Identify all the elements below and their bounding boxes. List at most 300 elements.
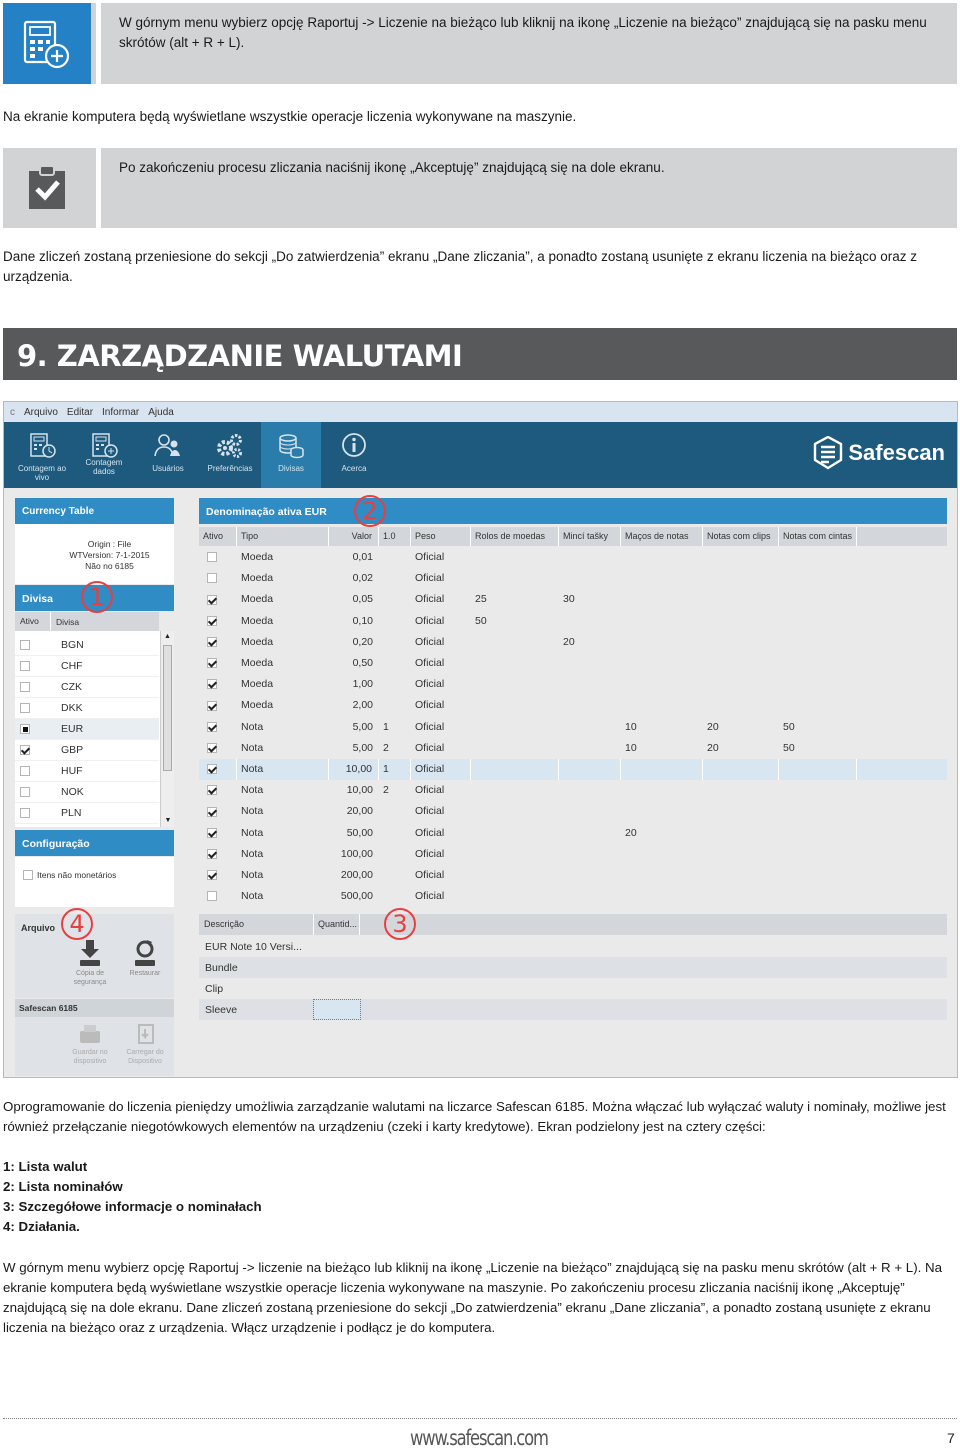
denom-active-cell (199, 801, 237, 822)
denom-cell-minci (559, 759, 621, 780)
page-number: 7 (947, 1430, 955, 1446)
denom-col-header[interactable]: Rolos de moedas (471, 527, 559, 546)
denom-cell-cintas: 50 (783, 720, 795, 733)
scroll-thumb[interactable] (163, 645, 172, 771)
denom-active-checkbox[interactable] (207, 891, 217, 901)
part-4: 4: Działania. (3, 1219, 80, 1234)
denom-active-cell (199, 823, 237, 844)
load-label: Carregar do Dispositivo (126, 1049, 164, 1065)
denom-cell-clips (703, 547, 779, 568)
denom-col-header[interactable]: Tipo (237, 527, 329, 546)
toolbar-label: Contagem dados (85, 458, 123, 476)
toolbar-label: Contagem ao vivo (17, 464, 67, 482)
denom-cell-cintas (779, 589, 857, 610)
denom-cell-tipo: Moeda (241, 699, 274, 712)
currency-active-checkbox[interactable] (20, 703, 30, 713)
denom-col-header[interactable]: Notas com cintas (779, 527, 857, 546)
menu-item-informar[interactable]: Informar (102, 406, 140, 418)
toolbar (4, 422, 957, 488)
note-icon-box (3, 148, 91, 228)
denomination-table (199, 547, 947, 907)
note-text: W górnym menu wybierz opcję Raportuj -> Liczenie na bieżąco lub kliknij na ikonę „Liczenie na bieżąco” znajdującą się na pasku menu skrótów (alt + R + L). (96, 3, 957, 84)
denom-active-cell (199, 568, 237, 589)
live-count-icon (27, 432, 57, 460)
denom-cell-tipo: Nota (241, 741, 264, 754)
body-text: Oprogramowanie do liczenia pieniędzy umożliwia zarządzanie walutami na liczarce Safescan 6185. Można włączać lub wyłączać waluty i nominały, możliwe jest również przełączanie niegotówkowych elementów na urządzeniu (czeki i karty kredytowe). Ekran podzielony jest na cztery części: (3, 1099, 946, 1134)
denom-cell-macos (621, 801, 703, 822)
denom-cell-peso: Oficial (411, 759, 471, 780)
denomination-row[interactable] (199, 844, 947, 865)
divisa-list (15, 631, 174, 827)
backup-button[interactable] (65, 940, 115, 987)
denom-cell-cintas (779, 611, 857, 632)
detail-row[interactable] (199, 957, 947, 978)
currency-code: NOK (61, 786, 84, 798)
currency-active-checkbox[interactable] (20, 724, 30, 734)
currency-table-info (15, 524, 174, 584)
denom-cell-minci (559, 695, 621, 716)
currency-active-checkbox[interactable] (20, 745, 30, 755)
denom-cell-clips (703, 823, 779, 844)
denom-cell-macos (621, 865, 703, 886)
part-2: 2: Lista nominałów (3, 1179, 123, 1194)
denom-cell-minci (559, 653, 621, 674)
denomination-row[interactable] (199, 780, 947, 801)
denom-cell-rolos (471, 865, 559, 886)
calculator-icon (19, 16, 75, 72)
divisa-header: Divisa (15, 585, 174, 611)
currency-code: CHF (61, 660, 83, 672)
denomination-row[interactable] (199, 589, 947, 610)
denom-cell-v10: 2 (383, 741, 389, 754)
detail-description: EUR Note 10 Versi... (205, 940, 302, 953)
denom-cell-tipo: Nota (241, 826, 264, 839)
denom-cell-tipo: Nota (237, 759, 329, 780)
denom-cell-v10: 2 (383, 784, 389, 797)
store-label: Guardar no dispositivo (72, 1049, 108, 1065)
denom-active-cell (199, 674, 237, 695)
denom-cell-minci (559, 865, 621, 886)
detail-column-header (199, 914, 947, 935)
denom-cell-cintas (779, 547, 857, 568)
denom-cell-rolos (471, 632, 559, 653)
denom-cell-tipo: Moeda (241, 614, 274, 627)
arquivo-header: Arquivo (21, 923, 56, 933)
denom-active-checkbox[interactable] (207, 828, 217, 838)
toolbar-count-data[interactable] (74, 422, 134, 488)
denom-active-checkbox[interactable] (207, 595, 217, 605)
denom-cell-minci: 30 (563, 593, 575, 606)
info-note-1 (3, 3, 957, 84)
denom-active-checkbox[interactable] (207, 701, 217, 711)
denom-cell-macos (621, 568, 703, 589)
detail-row[interactable] (199, 978, 947, 999)
denom-cell-minci (559, 674, 621, 695)
safescan-logo-text: Safescan (848, 440, 945, 465)
denom-active-checkbox[interactable] (207, 870, 217, 880)
col-quantidade[interactable]: Quantid... (314, 914, 360, 935)
denomination-row[interactable] (199, 801, 947, 822)
denom-cell-tipo: Moeda (241, 635, 274, 648)
currency-code: BGN (61, 639, 84, 651)
denom-active-cell (199, 738, 237, 759)
denom-active-cell (199, 547, 237, 568)
denomination-row[interactable] (199, 611, 947, 632)
denom-active-checkbox[interactable] (207, 658, 217, 668)
denom-cell-v10 (379, 886, 411, 907)
menu-bar (4, 402, 957, 422)
currency-row[interactable] (15, 761, 159, 782)
denom-active-checkbox[interactable] (207, 573, 217, 583)
col-descricao[interactable]: Descrição (199, 914, 314, 935)
denom-active-cell (199, 844, 237, 865)
toolbar-label: Divisas (278, 464, 304, 473)
denom-cell-macos (621, 844, 703, 865)
safescan-logo-icon (813, 436, 843, 470)
denom-cell-macos (621, 759, 703, 780)
denom-cell-valor: 10,00 (346, 784, 373, 797)
denom-cell-v10 (379, 674, 411, 695)
denom-cell-minci (559, 547, 621, 568)
currency-row[interactable] (15, 635, 159, 656)
parts-list (3, 1157, 955, 1237)
denom-cell-cintas (779, 865, 857, 886)
currency-row[interactable] (15, 719, 159, 740)
info-icon (339, 432, 369, 460)
denom-active-checkbox[interactable] (207, 807, 217, 817)
denom-cell-peso: Oficial (415, 678, 445, 691)
quantity-input[interactable] (313, 999, 361, 1020)
denom-cell-minci (559, 844, 621, 865)
denom-col-header[interactable]: 1.0 (379, 527, 411, 546)
toolbar-label: Preferências (207, 464, 253, 473)
denom-cell-v10 (379, 865, 411, 886)
denom-active-cell (199, 759, 237, 780)
version-text: WTVersion: 7-1-2015 (69, 550, 150, 560)
currency-row[interactable] (15, 782, 159, 803)
denom-cell-tipo: Moeda (241, 572, 274, 585)
denom-cell-rolos (471, 823, 559, 844)
denom-cell-clips (703, 568, 779, 589)
denom-cell-v10 (379, 823, 411, 844)
device-panel (15, 999, 174, 1076)
denom-cell-clips (703, 632, 779, 653)
denom-cell-macos (621, 653, 703, 674)
denom-cell-v10: 1 (383, 720, 389, 733)
currency-row[interactable] (15, 803, 159, 824)
denom-cell-tipo: Moeda (241, 551, 274, 563)
origin-text: Origin : File (87, 539, 132, 549)
col-ativo[interactable]: Ativo (15, 612, 51, 631)
device-store-icon (77, 1023, 103, 1045)
denom-cell-macos: 10 (625, 720, 637, 733)
denom-cell-peso: Oficial (415, 847, 445, 860)
denom-col-header[interactable]: Notas com clips (703, 527, 779, 546)
denom-active-checkbox[interactable] (207, 849, 217, 859)
safescan-logo (813, 436, 945, 470)
scroll-up-icon[interactable]: ▲ (164, 633, 171, 640)
denom-cell-tipo: Moeda (241, 657, 274, 669)
denom-cell-peso: Oficial (415, 593, 445, 606)
denom-cell-valor: 500,00 (340, 890, 373, 903)
denom-cell-macos (621, 547, 703, 568)
denom-cell-tipo: Nota (241, 720, 264, 733)
config-header: Configuração (15, 830, 174, 856)
denom-active-checkbox[interactable] (207, 722, 217, 732)
currency-active-checkbox[interactable] (20, 808, 30, 818)
denom-cell-valor: 5,00 (352, 741, 373, 754)
denomination-row[interactable] (199, 823, 947, 844)
denom-cell-rolos (471, 801, 559, 822)
denom-cell-macos (621, 611, 703, 632)
toolbar-preferences[interactable] (200, 422, 260, 488)
denom-col-header[interactable]: Peso (411, 527, 471, 546)
denom-active-checkbox[interactable] (207, 552, 217, 562)
currency-active-checkbox[interactable] (20, 682, 30, 692)
denom-cell-v10 (379, 589, 411, 610)
detail-row[interactable] (199, 999, 947, 1020)
denom-col-header[interactable]: Maços de notas (621, 527, 703, 546)
denomination-row[interactable] (199, 759, 947, 780)
toolbar-live-count[interactable] (12, 422, 72, 488)
currency-table-header: Currency Table (15, 498, 174, 524)
denomination-row[interactable] (199, 632, 947, 653)
denom-cell-valor: 1,00 (352, 678, 373, 691)
denom-cell-valor: 0,20 (352, 635, 373, 648)
denom-cell-peso: Oficial (415, 572, 445, 585)
toolbar-about[interactable] (324, 422, 384, 488)
denom-cell-rolos (471, 780, 559, 801)
gears-icon (215, 432, 245, 460)
denom-active-cell (199, 865, 237, 886)
denom-cell-peso: Oficial (415, 869, 445, 881)
info-note-2 (3, 148, 957, 228)
menu-system-icon[interactable]: c (10, 406, 15, 418)
note-text: Po zakończeniu procesu zliczania naciśnij ikonę „Akceptuję” znajdującą się na dole ekranu. (96, 148, 957, 228)
denom-cell-minci (559, 823, 621, 844)
scroll-down-icon[interactable]: ▼ (164, 817, 172, 824)
currency-active-checkbox[interactable] (20, 661, 30, 671)
denom-cell-cintas: 50 (783, 741, 795, 754)
callout-2: 2 (354, 495, 386, 527)
denom-cell-macos (621, 632, 703, 653)
denom-cell-cintas (779, 695, 857, 716)
denom-active-cell (199, 632, 237, 653)
denomination-column-header (199, 527, 947, 546)
currency-row[interactable] (15, 656, 159, 677)
denom-cell-tipo: Nota (241, 869, 264, 881)
denom-cell-minci (559, 611, 621, 632)
menu-item-arquivo[interactable]: Arquivo (24, 406, 58, 418)
currency-row[interactable] (15, 677, 159, 698)
denom-cell-v10 (379, 611, 411, 632)
denom-cell-v10 (379, 695, 411, 716)
restore-label: Restaurar (129, 970, 161, 977)
denom-cell-tipo: Moeda (241, 678, 274, 691)
note-icon-box (3, 3, 91, 84)
denom-active-cell (199, 780, 237, 801)
denom-cell-rolos (471, 674, 559, 695)
denom-cell-clips (703, 780, 779, 801)
load-device-button[interactable] (122, 1023, 168, 1066)
denom-cell-rolos: 25 (475, 593, 487, 606)
denom-cell-v10 (379, 844, 411, 865)
denom-active-cell (199, 695, 237, 716)
denomination-row[interactable] (199, 865, 947, 886)
denomination-row[interactable] (199, 717, 947, 738)
menu-item-editar[interactable]: Editar (66, 406, 94, 418)
denomination-row[interactable] (199, 695, 947, 716)
denomination-header: Denominação ativa EUR (199, 498, 947, 524)
clipboard-check-icon (23, 163, 71, 213)
currency-code: GBP (61, 744, 84, 756)
denom-cell-macos (621, 886, 703, 907)
denom-active-checkbox[interactable] (207, 679, 217, 689)
paragraph-2: Dane zliczeń zostaną przeniesione do sekcji „Do zatwierdzenia” ekranu „Dane zliczania”, a ponadto zostaną usunięte z ekranu liczenia na bieżąco oraz z urządzenia. (3, 249, 918, 284)
denom-cell-minci (559, 738, 621, 759)
denom-cell-peso: Oficial (415, 614, 445, 627)
denom-cell-cintas (779, 632, 857, 653)
device-text: Não no 6185 (85, 561, 134, 571)
denomination-row[interactable] (199, 674, 947, 695)
denom-cell-macos (621, 589, 703, 610)
denom-cell-tipo: Nota (241, 784, 264, 797)
denom-active-checkbox[interactable] (207, 616, 217, 626)
denom-cell-v10: 1 (379, 759, 411, 780)
coins-icon (276, 432, 306, 460)
scrollbar[interactable] (160, 631, 174, 827)
denom-cell-clips (703, 844, 779, 865)
denom-cell-valor: 50,00 (346, 826, 373, 839)
denom-cell-peso: Oficial (415, 784, 445, 797)
denom-cell-clips (703, 801, 779, 822)
denomination-row[interactable] (199, 568, 947, 589)
toolbar-currencies[interactable] (261, 422, 321, 488)
denom-cell-macos: 10 (625, 741, 637, 754)
denom-cell-macos: 20 (625, 826, 637, 839)
currency-row[interactable] (15, 698, 159, 719)
denom-cell-clips (703, 865, 779, 886)
device-header: Safescan 6185 (15, 999, 174, 1017)
count-data-icon (89, 432, 119, 460)
detail-row[interactable] (199, 936, 947, 957)
denom-cell-minci (559, 568, 621, 589)
paragraph-1: Na ekranie komputera będą wyświetlane wszystkie operacje liczenia wykonywane na maszynie. (3, 109, 577, 124)
denomination-row[interactable] (199, 738, 947, 759)
denom-cell-peso: Oficial (415, 699, 445, 712)
currency-code: EUR (61, 723, 84, 735)
denom-active-checkbox[interactable] (207, 743, 217, 753)
denom-cell-valor: 10,00 (329, 759, 379, 780)
denom-active-checkbox[interactable] (207, 764, 217, 774)
section-title: 9. ZARZĄDZANIE WALUTAMI (3, 328, 957, 380)
non-monetary-checkbox[interactable] (23, 870, 33, 880)
denom-col-header[interactable]: Mincí tašky (559, 527, 621, 546)
col-divisa[interactable]: Divisa (56, 616, 80, 627)
denom-cell-cintas (779, 568, 857, 589)
denom-cell-minci (559, 886, 621, 907)
denomination-row[interactable] (199, 886, 947, 907)
denom-cell-cintas (779, 801, 857, 822)
currency-active-checkbox[interactable] (20, 766, 30, 776)
denom-col-header[interactable]: Valor (329, 527, 379, 546)
denom-cell-macos (621, 695, 703, 716)
denom-cell-clips (703, 674, 779, 695)
denom-cell-valor: 5,00 (352, 720, 373, 733)
denom-cell-valor: 2,00 (352, 699, 373, 712)
denom-cell-v10 (379, 568, 411, 589)
restore-button[interactable] (122, 940, 168, 978)
divisa-column-header (15, 612, 159, 631)
currency-row[interactable] (15, 740, 159, 761)
denom-cell-clips: 20 (707, 720, 719, 733)
denom-cell-macos (621, 674, 703, 695)
users-icon (153, 432, 183, 460)
non-monetary-label: Itens não monetários (37, 870, 117, 880)
denom-cell-peso: Oficial (415, 805, 445, 818)
denom-active-checkbox[interactable] (207, 637, 217, 647)
denom-cell-rolos (471, 568, 559, 589)
toolbar-label: Usuários (152, 464, 184, 473)
denom-cell-minci (559, 780, 621, 801)
denom-active-checkbox[interactable] (207, 785, 217, 795)
denom-cell-v10 (379, 801, 411, 822)
denom-active-cell (199, 886, 237, 907)
callout-4: 4 (61, 908, 93, 940)
denom-cell-cintas (779, 674, 857, 695)
toolbar-label: Acerca (341, 464, 367, 473)
denom-cell-minci (559, 717, 621, 738)
currency-active-checkbox[interactable] (20, 787, 30, 797)
currency-code: DKK (61, 702, 83, 714)
denom-active-cell (199, 717, 237, 738)
store-device-button[interactable] (65, 1023, 115, 1066)
menu-item-ajuda[interactable]: Ajuda (148, 406, 174, 418)
denom-cell-cintas (779, 844, 857, 865)
toolbar-users[interactable] (138, 422, 198, 488)
denom-cell-peso: Oficial (415, 741, 445, 754)
part-1: 1: Lista walut (3, 1159, 88, 1174)
denom-cell-valor: 0,10 (352, 614, 373, 627)
denom-active-cell (199, 611, 237, 632)
currency-code: CZK (61, 681, 82, 693)
denom-cell-rolos: 50 (475, 614, 487, 627)
config-body (15, 857, 174, 907)
detail-description: Clip (205, 982, 224, 995)
denom-cell-rolos (471, 547, 559, 568)
denomination-row[interactable] (199, 653, 947, 674)
denomination-row[interactable] (199, 547, 947, 568)
denom-cell-rolos (471, 738, 559, 759)
footer-url[interactable]: www.safescan.com (410, 1426, 548, 1450)
part-3: 3: Szczegółowe informacje o nominałach (3, 1199, 262, 1214)
download-icon (78, 940, 102, 966)
denom-cell-valor: 200,00 (340, 869, 373, 881)
callout-1: 1 (81, 581, 113, 613)
denom-cell-cintas (779, 886, 857, 907)
denom-cell-v10 (379, 653, 411, 674)
denom-cell-clips: 20 (707, 741, 719, 754)
denom-cell-peso: Oficial (415, 551, 445, 563)
denom-cell-clips (703, 759, 779, 780)
device-load-icon (134, 1023, 156, 1045)
currency-active-checkbox[interactable] (20, 640, 30, 650)
denom-cell-peso: Oficial (415, 657, 445, 669)
denom-cell-clips (703, 886, 779, 907)
denom-cell-clips (703, 695, 779, 716)
denom-col-header[interactable]: Ativo (199, 527, 237, 546)
denom-cell-valor: 0,01 (352, 551, 373, 563)
